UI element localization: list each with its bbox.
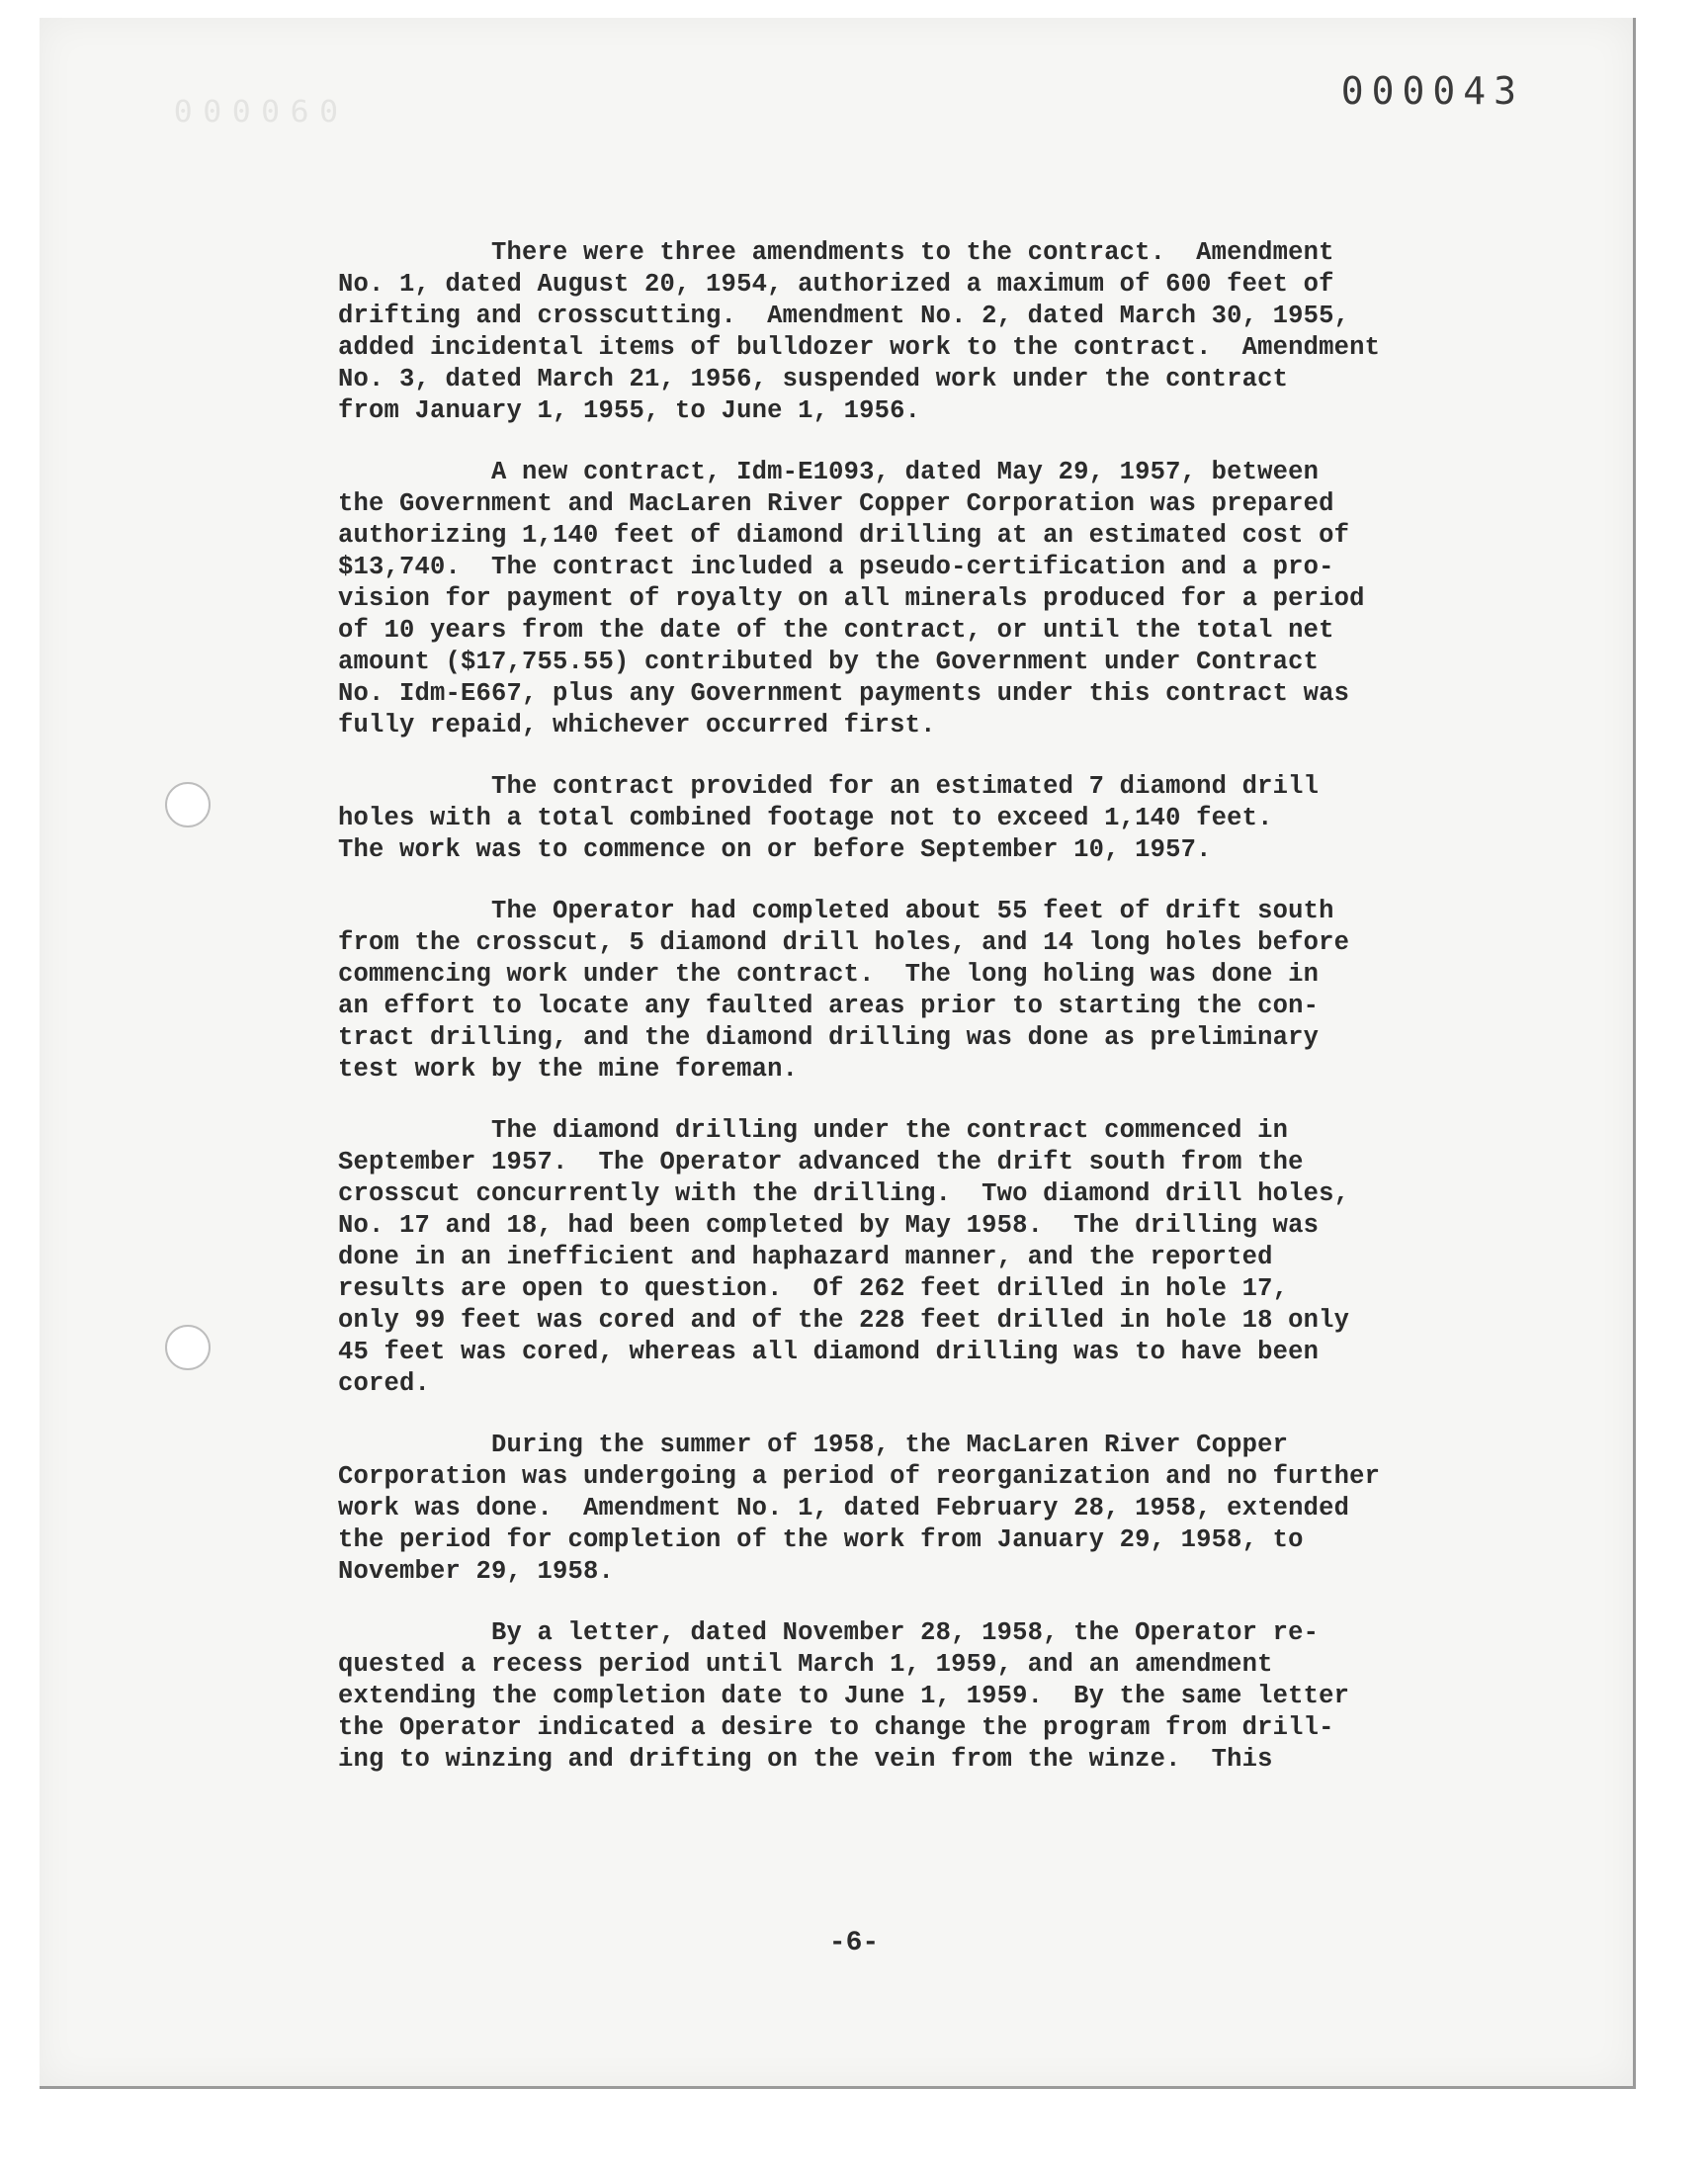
paragraph-amendments: There were three amendments to the contract. Amendment No. 1, dated August 20, 1954, authorized a maximum of 600 feet of drifting and crosscutting. Amendment No. 2, dated March 30, 1955, added incidental items of bulldozer work to the contract. Amendment No. 3, dated March 21, 1956, suspended work under the contract from January 1, 1955, to June 1, 1956. <box>338 238 1381 425</box>
paragraph-diamond-drilling: The diamond drilling under the contract commenced in September 1957. The Operator advanced the drift south from the crosscut concurrently with the drilling. Two diamond drill holes, No. 17 and 18, had been completed by May 1958. The drilling was done in an inefficient and haphazard manner, and the reported results are open to question. Of 262 feet drilled in hole 17, only 99 feet was cored and of the 228 feet drilled in hole 18 only 45 feet was cored, whereas all diamond drilling was to have been cored. <box>338 1116 1350 1398</box>
bleed-through-number: 000060 <box>173 95 349 130</box>
body-text <box>338 237 1485 1805</box>
paragraph-contract-provision: The contract provided for an estimated 7 diamond drill holes with a total combined footage not to exceed 1,140 feet. The work was to commence on or before September 10, 1957. <box>338 772 1320 864</box>
paragraph-reorganization: During the summer of 1958, the MacLaren River Copper Corporation was undergoing a period of reorganization and no further work was done. Amendment No. 1, dated February 28, 1958, extended the period for completion of the work from January 29, 1958, to November 29, 1958. <box>338 1431 1381 1586</box>
paragraph-recess-request: By a letter, dated November 28, 1958, the Operator re- quested a recess period until March 1, 1959, and an amendment extending the completion date to June 1, 1959. By the same letter the Operator indicated a desire to change the program from drill- ing to winzing and drifting on the vein from the winze. This <box>338 1618 1350 1774</box>
paragraph-operator-work: The Operator had completed about 55 feet of drift south from the crosscut, 5 diamond drill holes, and 14 long holes before commencing work under the contract. The long holing was done in an effort to locate any faulted areas prior to starting the con- tract drilling, and the diamond drilling was done as preliminary test work by the mine foreman. <box>338 897 1350 1084</box>
document-number: 000043 <box>1340 69 1524 113</box>
punch-hole-top <box>165 782 211 827</box>
page-number: -6- <box>828 1928 880 1958</box>
paragraph-new-contract: A new contract, Idm-E1093, dated May 29, 1957, between the Government and MacLaren River Copper Corporation was prepared authorizing 1,140 feet of diamond drilling at an estimated cost of $13,740. The contract included a pseudo-certification and a pro- vision for payment of royalty on all minerals produced for a period of 10 years from the date of the contract, or until the total net amount ($17,755.55) contributed by the Government under Contract No. Idm-E667, plus any Government payments under this contract was fully repaid, whichever occurred first. <box>338 458 1365 740</box>
punch-hole-bottom <box>165 1325 211 1370</box>
